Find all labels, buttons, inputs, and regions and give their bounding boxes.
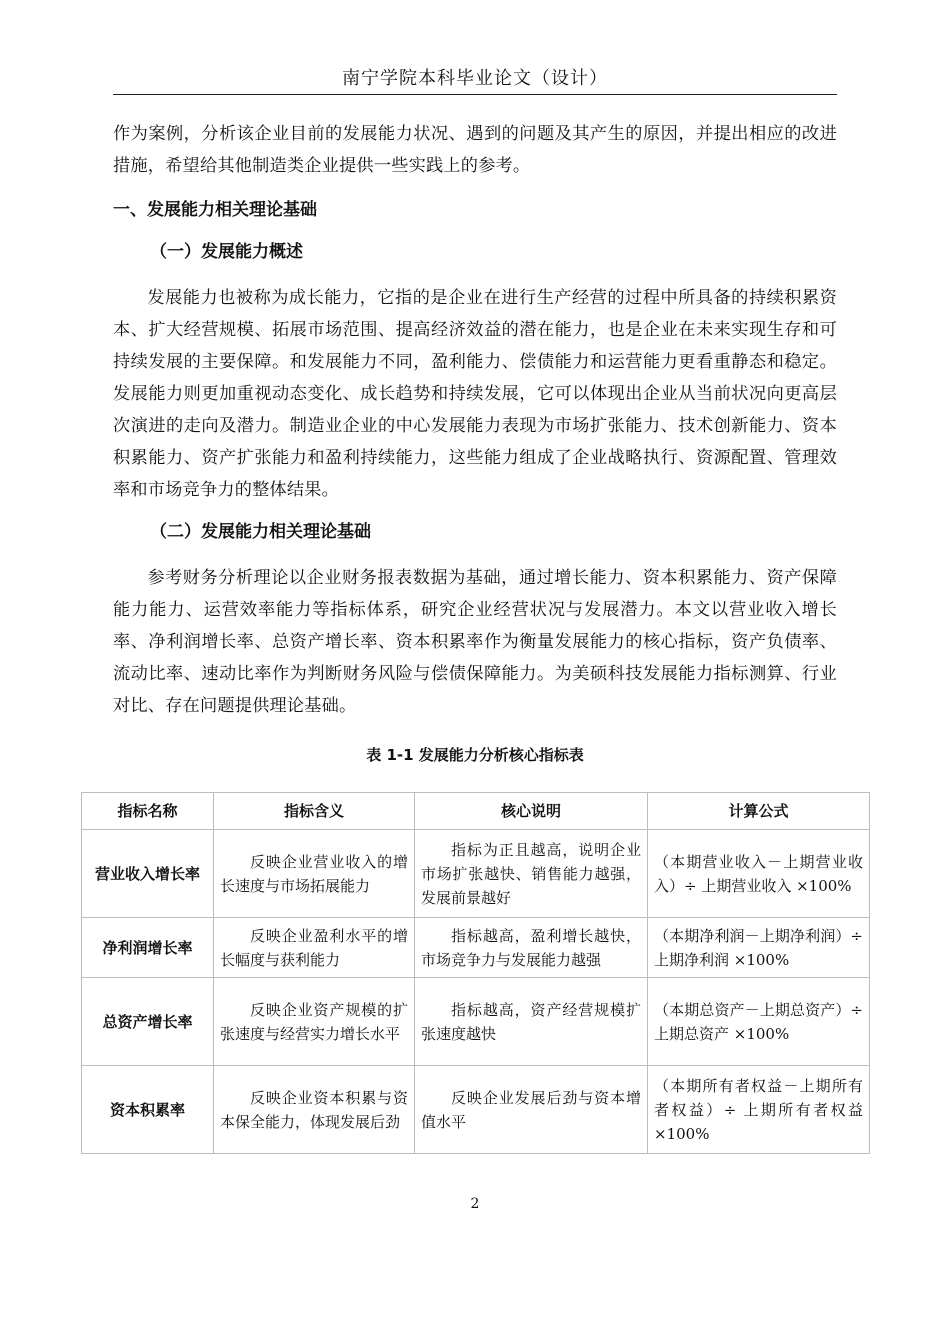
metric-meaning: 反映企业盈利水平的增长幅度与获利能力 bbox=[214, 918, 415, 978]
metric-note: 反映企业发展后劲与资本增值水平 bbox=[415, 1066, 648, 1154]
metric-note: 指标为正且越高，说明企业市场扩张越快、销售能力越强，发展前景越好 bbox=[415, 830, 648, 918]
column-header-formula: 计算公式 bbox=[648, 793, 870, 830]
table-caption: 表 1-1 发展能力分析核心指标表 bbox=[366, 746, 584, 764]
table-row bbox=[82, 830, 870, 918]
metric-meaning: 反映企业资产规模的扩张速度与经营实力增长水平 bbox=[214, 978, 415, 1066]
running-header: 南宁学院本科毕业论文（设计） bbox=[113, 66, 837, 95]
subsection-heading-overview: （一）发展能力概述 bbox=[150, 242, 303, 262]
metrics-table bbox=[81, 792, 870, 1154]
column-header-name: 指标名称 bbox=[82, 793, 214, 830]
metric-note: 指标越高，盈利增长越快，市场竞争力与发展能力越强 bbox=[415, 918, 648, 978]
metric-formula: （本期总资产－上期总资产）÷ 上期总资产 ×100% bbox=[648, 978, 870, 1066]
table-row bbox=[82, 918, 870, 978]
metric-meaning: 反映企业资本积累与资本保全能力，体现发展后劲 bbox=[214, 1066, 415, 1154]
column-header-note: 核心说明 bbox=[415, 793, 648, 830]
intro-paragraph: 作为案例，分析该企业目前的发展能力状况、遇到的问题及其产生的原因，并提出相应的改进措施，希望给其他制造类企业提供一些实践上的参考。 bbox=[113, 124, 837, 176]
metric-formula: （本期净利润－上期净利润）÷ 上期净利润 ×100% bbox=[648, 918, 870, 978]
metric-name: 总资产增长率 bbox=[82, 978, 214, 1066]
metric-note: 指标越高，资产经营规模扩张速度越快 bbox=[415, 978, 648, 1066]
metric-name: 资本积累率 bbox=[82, 1066, 214, 1154]
column-header-meaning: 指标含义 bbox=[214, 793, 415, 830]
overview-paragraph: 发展能力也被称为成长能力，它指的是企业在进行生产经营的过程中所具备的持续积累资本、扩大经营规模、拓展市场范围、提高经济效益的潜在能力，也是企业在未来实现生存和可持续发展的主要保障。和发展能力不同，盈利能力、偿债能力和运营能力更看重静态和稳定。发展能力则更加重视动态变化、成长趋势和持续发展，它可以体现出企业从当前状况向更高层次演进的走向及潜力。制造业企业的中心发展能力表现为市场扩张能力、技术创新能力、资本积累能力、资产扩张能力和盈利持续能力，这些能力组成了企业战略执行、资源配置、管理效率和市场竞争力的整体结果。 bbox=[113, 288, 837, 500]
metric-meaning: 反映企业营业收入的增长速度与市场拓展能力 bbox=[214, 830, 415, 918]
table-row bbox=[82, 978, 870, 1066]
table-header-row bbox=[82, 793, 870, 830]
subsection-heading-theory: （二）发展能力相关理论基础 bbox=[150, 522, 371, 542]
section-heading: 一、发展能力相关理论基础 bbox=[113, 200, 317, 220]
page-number: 2 bbox=[470, 1196, 480, 1212]
metric-formula: （本期所有者权益－上期所有者权益）÷ 上期所有者权益 ×100% bbox=[648, 1066, 870, 1154]
table-row bbox=[82, 1066, 870, 1154]
metric-formula: （本期营业收入－上期营业收入）÷ 上期营业收入 ×100% bbox=[648, 830, 870, 918]
metric-name: 净利润增长率 bbox=[82, 918, 214, 978]
theory-paragraph: 参考财务分析理论以企业财务报表数据为基础，通过增长能力、资本积累能力、资产保障能力能力、运营效率能力等指标体系，研究企业经营状况与发展潜力。本文以营业收入增长率、净利润增长率、总资产增长率、资本积累率作为衡量发展能力的核心指标，资产负债率、流动比率、速动比率作为判断财务风险与偿债保障能力。为美硕科技发展能力指标测算、行业对比、存在问题提供理论基础。 bbox=[113, 568, 837, 716]
metric-name: 营业收入增长率 bbox=[82, 830, 214, 918]
